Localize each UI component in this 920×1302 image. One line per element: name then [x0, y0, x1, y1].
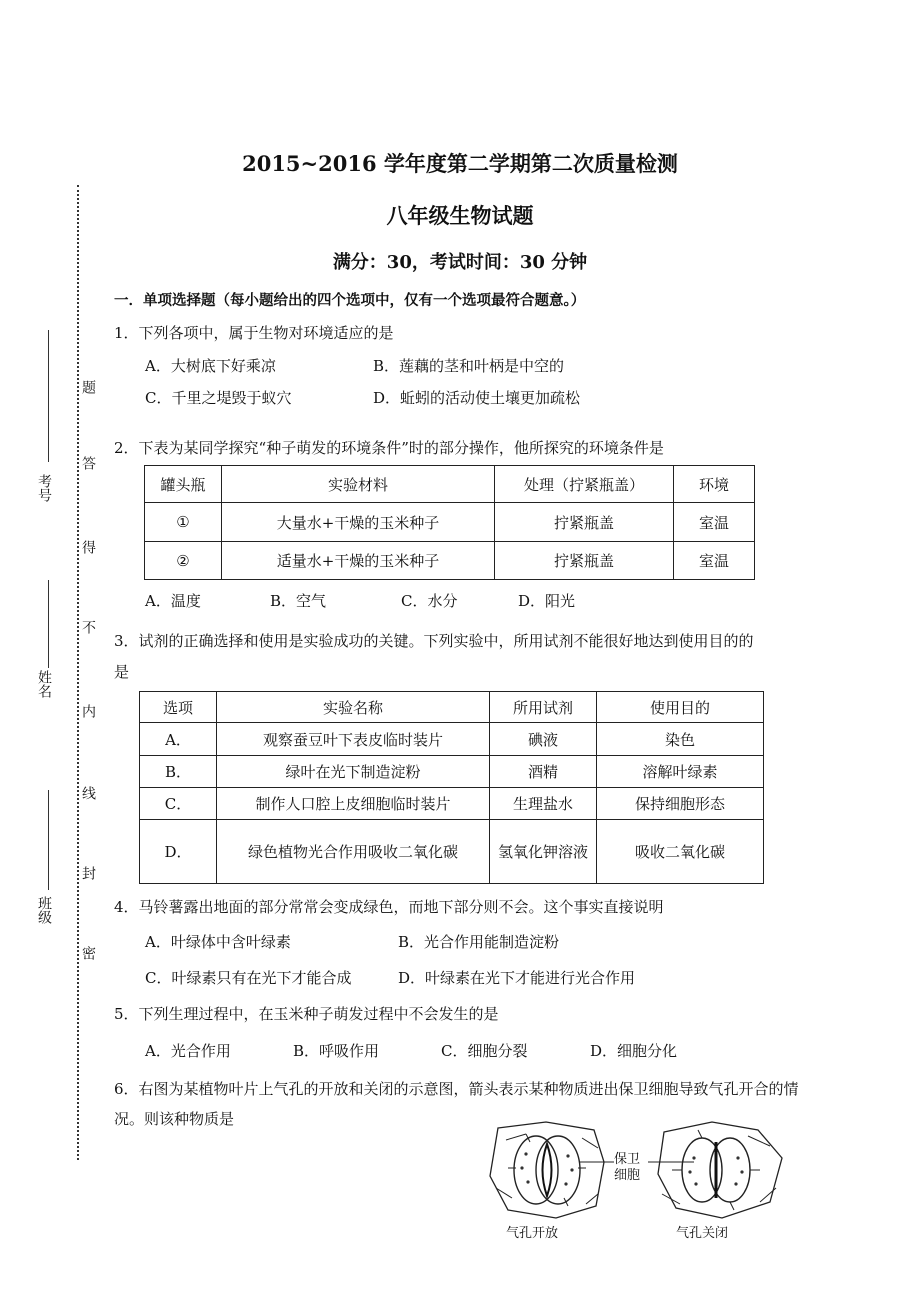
exam-number-underline [48, 330, 49, 462]
q3-header: 实验名称 [217, 692, 490, 723]
table-row [140, 788, 764, 820]
q5-option-a[interactable]: A．光合作用 [145, 1042, 231, 1060]
class-underline [48, 790, 49, 890]
exam-subject: 八年级生物试题 [386, 203, 534, 228]
q4-option-d[interactable]: D．叶绿素在光下才能进行光合作用 [398, 969, 636, 987]
q1-option-a[interactable]: A．大树底下好乘凉 [145, 357, 276, 375]
q2-cell: 大量水+干燥的玉米种子 [222, 503, 495, 542]
q2-header: 处理（拧紧瓶盖） [495, 466, 674, 503]
q2-cell: 适量水+干燥的玉米种子 [222, 542, 495, 580]
q3-cell: 染色 [597, 723, 764, 756]
q2-cell: 拧紧瓶盖 [495, 503, 674, 542]
q3-table [139, 691, 764, 884]
question-5-stem: 5．下列生理过程中，在玉米种子萌发过程中不会发生的是 [114, 1005, 499, 1023]
q2-table [144, 465, 755, 580]
guard-cell-label: 保卫细胞 [614, 1152, 641, 1183]
seal-char: 答 [80, 456, 96, 470]
question-2-stem: 2．下表为某同学探究“种子萌发的环境条件”时的部分操作，他所探究的环境条件是 [114, 439, 664, 457]
stomata-figure [486, 1118, 806, 1244]
q3-cell: 绿叶在光下制造淀粉 [217, 756, 490, 788]
section-heading: 一．单项选择题（每小题给出的四个选项中，仅有一个选项最符合题意。） [114, 292, 586, 309]
q4-option-b[interactable]: B．光合作用能制造淀粉 [398, 933, 560, 951]
class-label[interactable]: 班级 [36, 896, 52, 924]
seal-char: 密 [80, 946, 96, 960]
q4-option-a[interactable]: A．叶绿体中含叶绿素 [145, 933, 291, 951]
q1-option-c[interactable]: C．千里之堤毁于蚁穴 [145, 389, 292, 407]
q3-cell: 绿色植物光合作用吸收二氧化碳 [217, 820, 490, 884]
q1-option-b[interactable]: B．莲藕的茎和叶柄是中空的 [373, 357, 565, 375]
seal-char: 封 [80, 866, 96, 880]
seal-char: 内 [80, 704, 96, 718]
question-3-stem: 3．试剂的正确选择和使用是实验成功的关键。下列实验中，所用试剂不能很好地达到使用目的的 [114, 632, 754, 650]
q2-cell: ① [145, 503, 222, 542]
q2-cell: ② [145, 542, 222, 580]
q3-cell: 吸收二氧化碳 [597, 820, 764, 884]
exam-info: 满分：30，考试时间：30 分钟 [332, 252, 588, 273]
q1-option-d[interactable]: D．蚯蚓的活动使土壤更加疏松 [373, 389, 581, 407]
q5-option-c[interactable]: C．细胞分裂 [441, 1042, 528, 1060]
q3-header: 使用目的 [597, 692, 764, 723]
q2-header: 实验材料 [222, 466, 495, 503]
exam-title: 2015~2016 学年度第二学期第二次质量检测 [242, 151, 678, 176]
q3-cell: A． [140, 723, 217, 756]
table-row [145, 503, 755, 542]
q5-option-d[interactable]: D．细胞分化 [590, 1042, 678, 1060]
q5-option-b[interactable]: B．呼吸作用 [293, 1042, 380, 1060]
question-6-stem: 6．右图为某植物叶片上气孔的开放和关闭的示意图，箭头表示某种物质进出保卫细胞导致气孔开合的情况。则该种物质是 [114, 1080, 799, 1128]
binding-dotted-line [77, 185, 79, 1160]
q2-option-b[interactable]: B．空气 [270, 592, 327, 610]
q3-cell: B． [140, 756, 217, 788]
q2-option-a[interactable]: A．温度 [145, 592, 201, 610]
q3-cell: D． [140, 820, 217, 884]
q3-cell: 生理盐水 [490, 788, 597, 820]
table-row [140, 756, 764, 788]
question-4-stem: 4．马铃薯露出地面的部分常常会变成绿色，而地下部分则不会。这个事实直接说明 [114, 898, 664, 916]
seal-char: 不 [80, 620, 96, 634]
q3-header: 所用试剂 [490, 692, 597, 723]
q3-cell: 保持细胞形态 [597, 788, 764, 820]
seal-char: 题 [80, 380, 96, 394]
q2-header: 罐头瓶 [145, 466, 222, 503]
q3-header: 选项 [140, 692, 217, 723]
q2-cell: 室温 [674, 503, 755, 542]
q3-cell: 碘液 [490, 723, 597, 756]
table-row [140, 723, 764, 756]
exam-number-label[interactable]: 考号 [36, 474, 52, 502]
name-underline [48, 580, 49, 668]
table-row [140, 820, 764, 884]
question-1-stem: 1．下列各项中，属于生物对环境适应的是 [114, 324, 394, 342]
q3-cell: 酒精 [490, 756, 597, 788]
q2-option-c[interactable]: C．水分 [401, 592, 458, 610]
name-label[interactable]: 姓名 [36, 670, 52, 698]
q3-cell: 溶解叶绿素 [597, 756, 764, 788]
q3-cell: 制作人口腔上皮细胞临时装片 [217, 788, 490, 820]
q2-cell: 拧紧瓶盖 [495, 542, 674, 580]
question-3-stem-cont: 是 [114, 663, 130, 681]
q2-option-d[interactable]: D．阳光 [518, 592, 576, 610]
q2-cell: 室温 [674, 542, 755, 580]
q3-cell: C． [140, 788, 217, 820]
table-row [145, 542, 755, 580]
seal-char: 得 [80, 540, 96, 554]
q2-header: 环境 [674, 466, 755, 503]
stoma-open-label: 气孔开放 [506, 1226, 559, 1241]
q3-cell: 氢氧化钾溶液 [490, 820, 597, 884]
q4-option-c[interactable]: C．叶绿素只有在光下才能合成 [145, 969, 352, 987]
stoma-closed-label: 气孔关闭 [676, 1226, 729, 1241]
q3-cell: 观察蚕豆叶下表皮临时装片 [217, 723, 490, 756]
seal-char: 线 [80, 786, 96, 800]
